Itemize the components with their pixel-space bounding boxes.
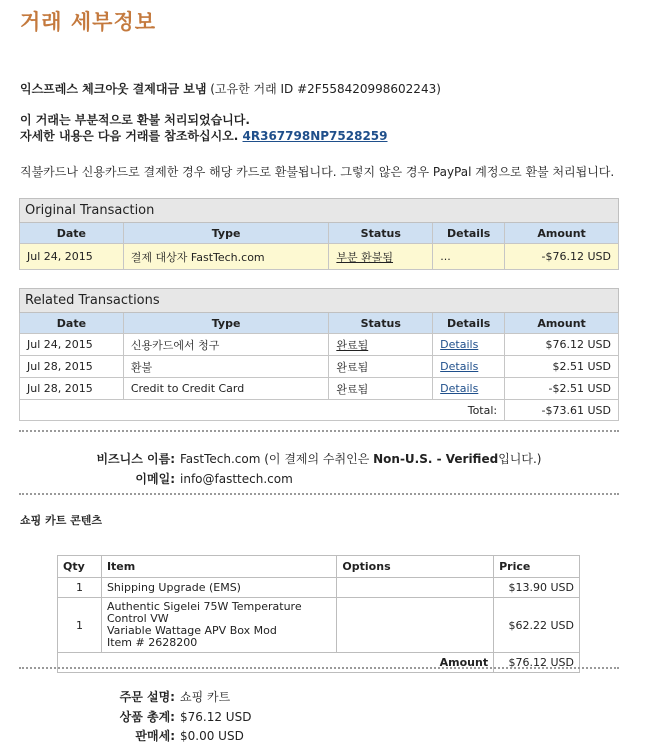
row-date: Jul 28, 2015 — [20, 356, 124, 378]
page-title: 거래 세부정보 — [20, 10, 157, 34]
item-name-line: Variable Wattage APV Box Mod — [106, 624, 277, 637]
col-type: Type — [123, 313, 329, 334]
item-name-line: Authentic Sigelei 75W Temperature Control VW — [106, 600, 302, 625]
email-row — [0, 470, 293, 487]
col-options: Options — [337, 556, 494, 578]
business-name-row — [0, 450, 541, 467]
total-value: -$73.61 USD — [505, 400, 619, 421]
item-total-row — [0, 708, 251, 725]
reference-transaction-link[interactable]: 4R367798NP7528259 — [242, 129, 388, 143]
row-details: ... — [433, 244, 505, 270]
col-amount: Amount — [505, 223, 619, 244]
row-amount: -$76.12 USD — [505, 244, 619, 270]
transaction-kind: 익스프레스 체크아웃 결제대금 보냄 — [20, 82, 207, 96]
email-label: 이메일: — [135, 472, 175, 486]
transaction-id: (고유한 거래 ID #2F558420998602243) — [206, 82, 441, 96]
sales-tax-row — [0, 727, 244, 744]
order-description-label: 주문 설명: — [119, 690, 175, 704]
item-options — [337, 578, 494, 598]
table-row — [58, 578, 580, 598]
row-details-link[interactable]: Details — [433, 356, 505, 378]
original-transaction-table — [19, 198, 619, 270]
row-status: 완료됨 — [329, 356, 433, 378]
cart-section-title: 쇼핑 카트 콘텐츠 — [20, 514, 103, 527]
table-row — [20, 356, 619, 378]
col-qty: Qty — [58, 556, 102, 578]
sales-tax-label: 판매세: — [135, 729, 175, 743]
table-row — [20, 244, 619, 270]
divider — [19, 430, 619, 432]
reference-text: 자세한 내용은 다음 거래를 참조하십시오. — [20, 129, 243, 143]
row-amount: $76.12 USD — [505, 334, 619, 356]
col-details: Details — [433, 313, 505, 334]
original-transaction-caption: Original Transaction — [20, 199, 619, 223]
item-name: Shipping Upgrade (EMS) — [101, 578, 336, 598]
col-item: Item — [101, 556, 336, 578]
item-options — [337, 598, 494, 653]
item-total-value: $76.12 USD — [180, 710, 252, 724]
row-date: Jul 24, 2015 — [20, 334, 124, 356]
row-status-link[interactable]: 부분 환불됨 — [329, 244, 433, 270]
business-name-value: FastTech.com (이 결제의 수취인은 Non-U.S. - Verified입니다.) — [180, 452, 542, 466]
table-row — [58, 598, 580, 653]
refund-status-text: 이 거래는 부분적으로 환불 처리되었습니다. — [20, 113, 250, 127]
row-details-link[interactable]: Details — [433, 378, 505, 400]
amount-label: Amount — [58, 653, 494, 673]
order-description-value: 쇼핑 카트 — [180, 690, 231, 704]
col-date: Date — [20, 313, 124, 334]
row-type: 결제 대상자 FastTech.com — [123, 244, 329, 270]
col-date: Date — [20, 223, 124, 244]
table-row — [20, 378, 619, 400]
col-amount: Amount — [505, 313, 619, 334]
email-value: info@fasttech.com — [180, 472, 293, 486]
total-label: Total: — [20, 400, 505, 421]
transaction-summary-line — [20, 81, 441, 97]
row-date: Jul 24, 2015 — [20, 244, 124, 270]
divider — [19, 493, 619, 495]
item-qty: 1 — [58, 578, 102, 598]
row-status: 완료됨 — [329, 378, 433, 400]
verification-status: Non-U.S. - Verified — [373, 452, 499, 466]
item-price: $62.22 USD — [494, 598, 580, 653]
col-status: Status — [329, 223, 433, 244]
row-type: 환불 — [123, 356, 329, 378]
row-type: Credit to Credit Card — [123, 378, 329, 400]
row-details-link[interactable]: Details — [433, 334, 505, 356]
row-status-link[interactable]: 완료됨 — [329, 334, 433, 356]
shopping-cart-table — [57, 555, 580, 673]
amount-row — [58, 653, 580, 673]
refund-note: 직불카드나 신용카드로 결제한 경우 해당 카드로 환불됩니다. 그렇지 않은 경우 PayPal 계정으로 환불 처리됩니다. — [20, 165, 615, 179]
item-qty: 1 — [58, 598, 102, 653]
item-number: Item # 2628200 — [106, 636, 198, 649]
row-date: Jul 28, 2015 — [20, 378, 124, 400]
item-name — [101, 598, 336, 653]
related-transactions-table — [19, 288, 619, 421]
row-type: 신용카드에서 청구 — [123, 334, 329, 356]
item-price: $13.90 USD — [494, 578, 580, 598]
row-amount: -$2.51 USD — [505, 378, 619, 400]
col-type: Type — [123, 223, 329, 244]
related-transactions-caption: Related Transactions — [20, 289, 619, 313]
business-name-label: 비즈니스 이름: — [96, 452, 175, 466]
table-row — [20, 334, 619, 356]
amount-value: $76.12 USD — [494, 653, 580, 673]
total-row — [20, 400, 619, 421]
item-total-label: 상품 총계: — [119, 710, 175, 724]
row-amount: $2.51 USD — [505, 356, 619, 378]
sales-tax-value: $0.00 USD — [180, 729, 244, 743]
order-description-row — [0, 688, 230, 705]
col-status: Status — [329, 313, 433, 334]
divider — [19, 667, 619, 669]
col-price: Price — [494, 556, 580, 578]
reference-line — [20, 128, 388, 144]
col-details: Details — [433, 223, 505, 244]
